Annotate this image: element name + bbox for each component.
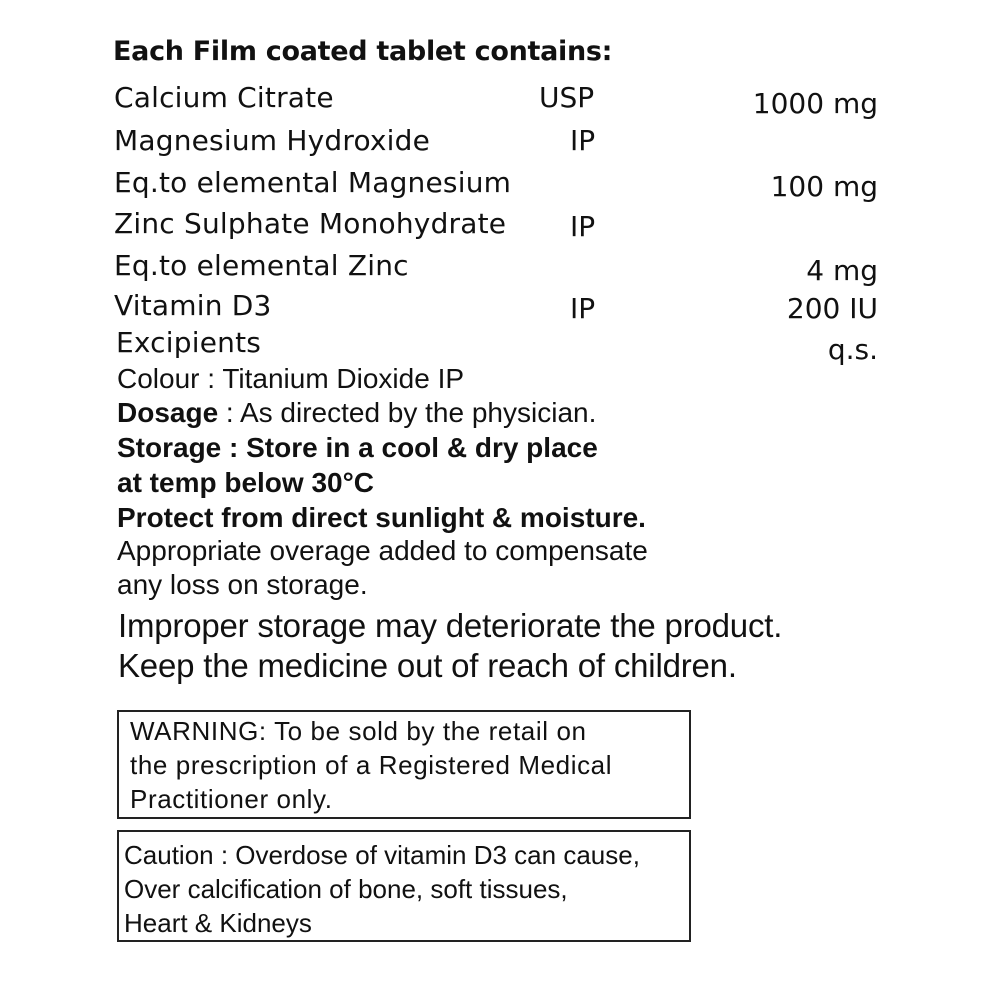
ingredient-name: Eq.to elemental Zinc (114, 249, 409, 282)
ingredient-standard: IP (570, 210, 596, 243)
ingredient-name: Eq.to elemental Magnesium (114, 166, 512, 199)
storage-line-2: at temp below 30°C (117, 467, 375, 498)
caution-line-2: Over calcification of bone, soft tissues, (124, 874, 568, 904)
ingredient-row (0, 326, 1000, 366)
ingredient-row (0, 166, 1000, 206)
caution-line-3: Heart & Kidneys (124, 908, 312, 938)
colour-line: Colour : Titanium Dioxide IP (117, 363, 465, 394)
overage-line-2: any loss on storage. (117, 569, 368, 600)
ingredient-name: Vitamin D3 (114, 289, 272, 322)
ingredient-quantity: 4 mg (806, 254, 878, 287)
ingredient-quantity: 1000 mg (752, 87, 878, 120)
dosage-label: Dosage (117, 397, 219, 428)
overage-line-1: Appropriate overage added to compensate (117, 535, 648, 566)
ingredient-name: Magnesium Hydroxide (114, 124, 431, 157)
ingredient-quantity: q.s. (827, 333, 878, 366)
ingredient-row (0, 124, 1000, 164)
ingredient-standard: USP (539, 81, 595, 114)
keep-away-note: Keep the medicine out of reach of children. (118, 647, 737, 684)
composition-heading: Each Film coated tablet contains: (113, 36, 613, 67)
dosage-line (117, 397, 596, 429)
ingredient-name: Calcium Citrate (114, 81, 334, 114)
warning-box (117, 710, 691, 819)
warning-line-3: Practitioner only. (130, 784, 333, 814)
ingredient-row (0, 81, 1000, 121)
ingredient-standard: IP (570, 292, 596, 325)
storage-line-1: Storage : Store in a cool & dry place (117, 432, 598, 463)
improper-storage-note: Improper storage may deteriorate the product. (118, 607, 783, 644)
ingredient-row (0, 289, 1000, 329)
ingredient-name: Excipients (116, 326, 262, 359)
ingredient-quantity: 100 mg (770, 170, 878, 203)
caution-line-1: Caution : Overdose of vitamin D3 can cause, (124, 840, 640, 870)
ingredient-standard: IP (570, 124, 596, 157)
warning-line-2: the prescription of a Registered Medical (130, 750, 613, 780)
storage-line-3: Protect from direct sunlight & moisture. (117, 502, 646, 533)
ingredient-row (0, 207, 1000, 247)
ingredient-name: Zinc Sulphate Monohydrate (114, 207, 507, 240)
caution-box (117, 830, 691, 942)
ingredient-quantity: 200 IU (786, 292, 878, 325)
dosage-text: : As directed by the physician. (218, 397, 597, 428)
ingredient-row (0, 249, 1000, 289)
warning-line-1: WARNING: To be sold by the retail on (130, 716, 587, 746)
